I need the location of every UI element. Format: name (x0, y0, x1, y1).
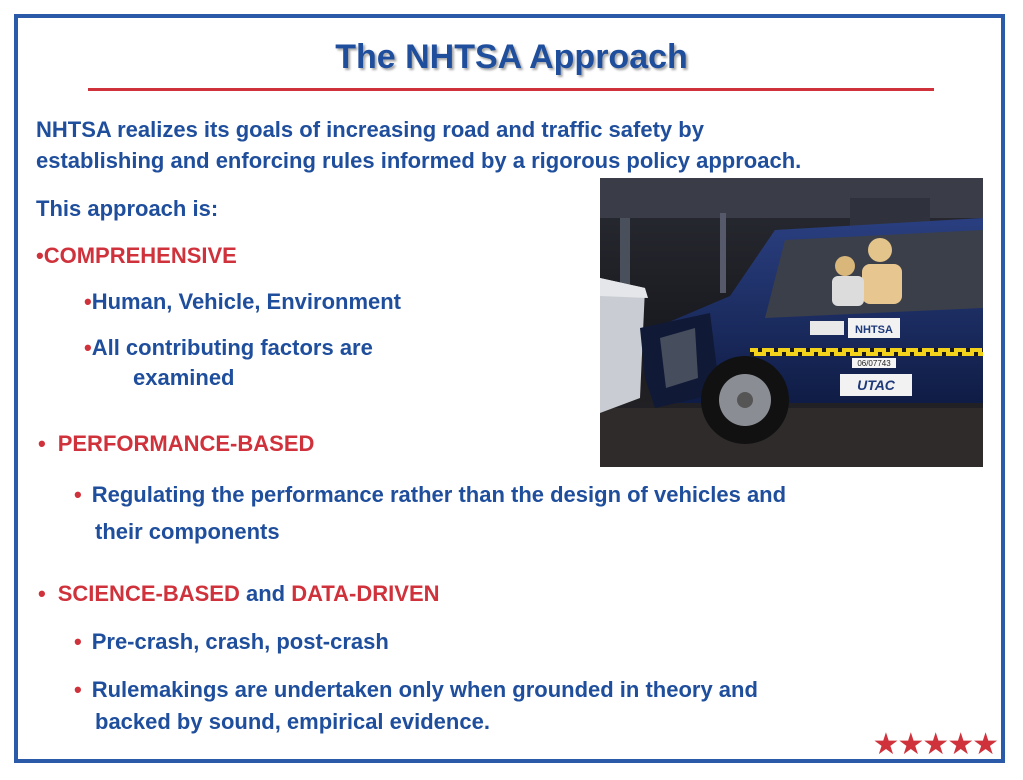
stripe-check (750, 352, 754, 356)
bullet-icon: • (36, 243, 44, 268)
science-item-2-cont: backed by sound, empirical evidence. (95, 709, 490, 734)
approach-lead: This approach is: (36, 196, 219, 221)
list-item (74, 626, 389, 658)
bullet-icon: • (74, 482, 82, 507)
bullet-icon: • (38, 581, 46, 606)
stripe-check (830, 352, 834, 356)
comprehensive-item-1: Human, Vehicle, Environment (91, 289, 402, 314)
stripe-check (894, 352, 898, 356)
bullet-icon: • (84, 289, 92, 314)
stars-logo: ★★★★★ (872, 728, 997, 761)
stripe-check (878, 352, 882, 356)
list-item (74, 479, 786, 511)
stripe-check (798, 352, 802, 356)
stripe-check (982, 348, 983, 352)
stripe-check (862, 352, 866, 356)
data-driven-label: DATA-DRIVEN (291, 581, 440, 606)
bullet-icon: • (84, 335, 92, 360)
crash-test-photo (600, 178, 983, 467)
stripe-check (870, 348, 874, 352)
comprehensive-heading (36, 240, 237, 272)
performance-label: PERFORMANCE-BASED (57, 431, 315, 456)
stripe-check (806, 348, 810, 352)
stripe-check (782, 352, 786, 356)
stripe-check (934, 348, 938, 352)
list-item (74, 674, 758, 706)
crash-test-illustration (600, 178, 983, 467)
stripe-check (958, 352, 962, 356)
stripe-check (790, 348, 794, 352)
stripe-check (942, 352, 946, 356)
list-item (84, 332, 373, 364)
intro-line-2: establishing and enforcing rules informed by a rigorous policy approach. (36, 148, 802, 173)
stripe-check (766, 352, 770, 356)
stripe-check (846, 352, 850, 356)
science-item-2: Rulemakings are undertaken only when grounded in theory and (91, 677, 758, 702)
intro-line-1: NHTSA realizes its goals of increasing road and traffic safety by (36, 117, 704, 142)
stripe-check (854, 348, 858, 352)
stripe-check (974, 352, 978, 356)
comprehensive-item-2: All contributing factors are (91, 335, 373, 360)
stripe-check (758, 348, 762, 352)
bullet-icon: • (74, 677, 82, 702)
vehicle-plate: 06/07743 (857, 359, 891, 368)
science-joiner: and (245, 581, 286, 606)
list-item (84, 286, 401, 318)
comprehensive-label: COMPREHENSIVE (43, 243, 237, 268)
bullet-icon: • (74, 629, 82, 654)
stripe-check (774, 348, 778, 352)
title-divider (88, 88, 934, 91)
stripe-check (886, 348, 890, 352)
stripe-check (822, 348, 826, 352)
stripe-check (910, 352, 914, 356)
stripe-check (926, 352, 930, 356)
bullet-icon: • (38, 431, 46, 456)
science-label: SCIENCE-BASED (57, 581, 240, 606)
stripe-check (966, 348, 970, 352)
stripe-check (838, 348, 842, 352)
stripe-check (918, 348, 922, 352)
comprehensive-item-2-cont: examined (133, 365, 235, 390)
performance-heading (38, 428, 314, 460)
performance-item-1-cont: their components (95, 519, 280, 544)
stripe-check (950, 348, 954, 352)
performance-item-1: Regulating the performance rather than the design of vehicles and (91, 482, 787, 507)
slide-title: The NHTSA Approach (335, 38, 688, 76)
science-heading (38, 578, 440, 610)
stripe-check (814, 352, 818, 356)
nhtsa-sticker: NHTSA (855, 324, 893, 336)
stripe-check (902, 348, 906, 352)
utac-panel: UTAC (857, 377, 895, 393)
science-item-1: Pre-crash, crash, post-crash (91, 629, 389, 654)
